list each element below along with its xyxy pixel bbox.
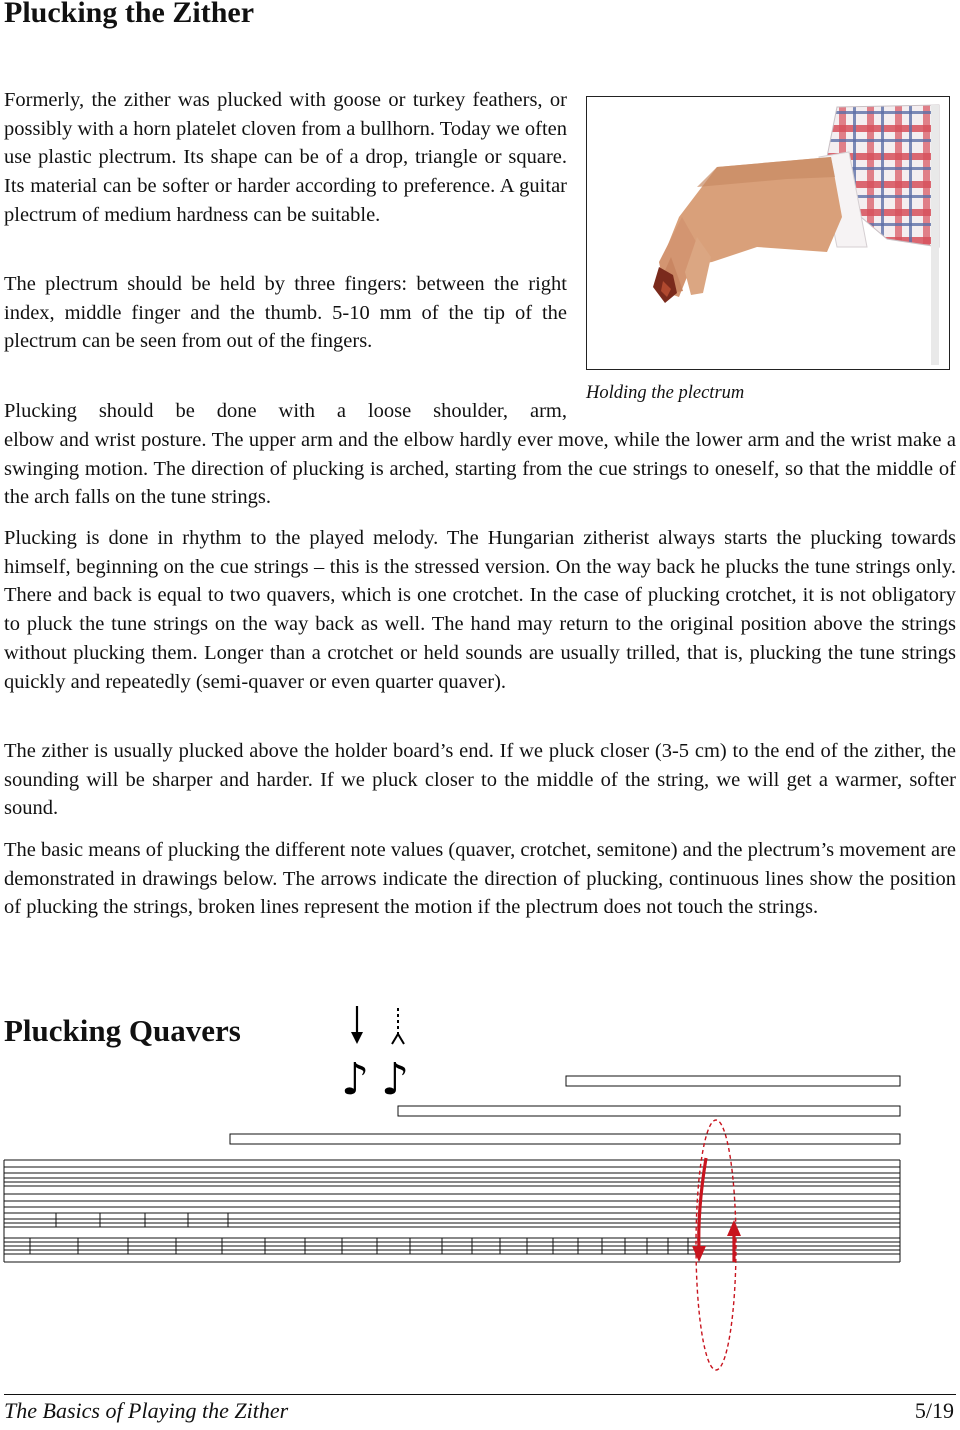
tune-strings-block [4,1160,900,1262]
plucking-quavers-diagram [0,1000,960,1390]
paragraph-posture-rest: elbow and wrist posture. The upper arm and the elbow hardly ever move, while the lower arm and the wrist make a swinging motion. The direction of plucking is arched, starting from the cue strings to oneself, so that the middle of the arch falls on the tune strings. [4,429,956,509]
hand-holding-plectrum-image [587,97,950,370]
paragraph-holding: The plectrum should be held by three fingers: between the right index, middle finger and the thumb. 5-10 mm of the tip of the plectrum can be seen from out of the fingers. [4,273,567,353]
page-title: Plucking the Zither [4,0,255,29]
paragraph-materials: Formerly, the zither was plucked with goose or turkey feathers, or possibly with a horn platelet cloven from a bullhorn. Today we often use plastic plectrum. Its shape can be of a drop, triangle or square. Its material can be softer or harder according to preference. A guitar plectrum of medium hardness can be suitable. [4,89,567,226]
upper-string-bundle [230,1076,900,1144]
down-arrow-icon [351,1006,363,1044]
paragraph-rhythm: Plucking is done in rhythm to the played melody. The Hungarian zitherist always starts the plucking towards himself, beginning on the cue strings – this is the stressed version. On the way back he plucks the tune strings only. There and back is equal to two quavers, which is one crotchet. In the case of plucking crotchet, it is not obligatory to pluck the tune strings on the way back as well. The hand may return to the original position above the strings without plucking them. Longer than a crotchet or held sounds are usually trilled, that is, plucking the tune strings quickly and repeatedly (semi-quaver or even quarter quaver). [4,527,956,693]
quaver-note-2: ♪ [381,1054,410,1105]
footer-page-number: 5/19 [914,1398,954,1423]
figure-caption: Holding the plectrum [586,383,745,403]
section-heading: Plucking Quavers [4,1013,241,1048]
paragraph-position: The zither is usually plucked above the holder board’s end. If we pluck closer (3-5 cm) to the end of the zither, the sounding will be sharper and harder. If we pluck closer to the middle of the string, we will get a warmer, softer sound. [4,740,956,820]
pluck-up-arrow-icon [727,1220,741,1262]
dotted-up-arrow-icon [392,1008,404,1044]
plectrum-photo-frame [586,96,950,370]
quaver-note-1: ♪ [341,1054,370,1105]
paragraph-drawings: The basic means of plucking the different note values (quaver, crotchet, semitone) and the plectrum’s movement are demonstrated in drawings below. The arrows indicate the direction of plucking, continuous lines show the position of plucking the strings, broken lines represent the motion if the plectrum does not touch the strings. [4,839,956,919]
footer-divider [4,1394,956,1395]
footer-document-title: The Basics of Playing the Zither [4,1398,289,1423]
plectrum-motion-loop [696,1120,736,1370]
paragraph-posture-start: Plucking should be done with a loose shoulder, arm, [4,400,567,422]
